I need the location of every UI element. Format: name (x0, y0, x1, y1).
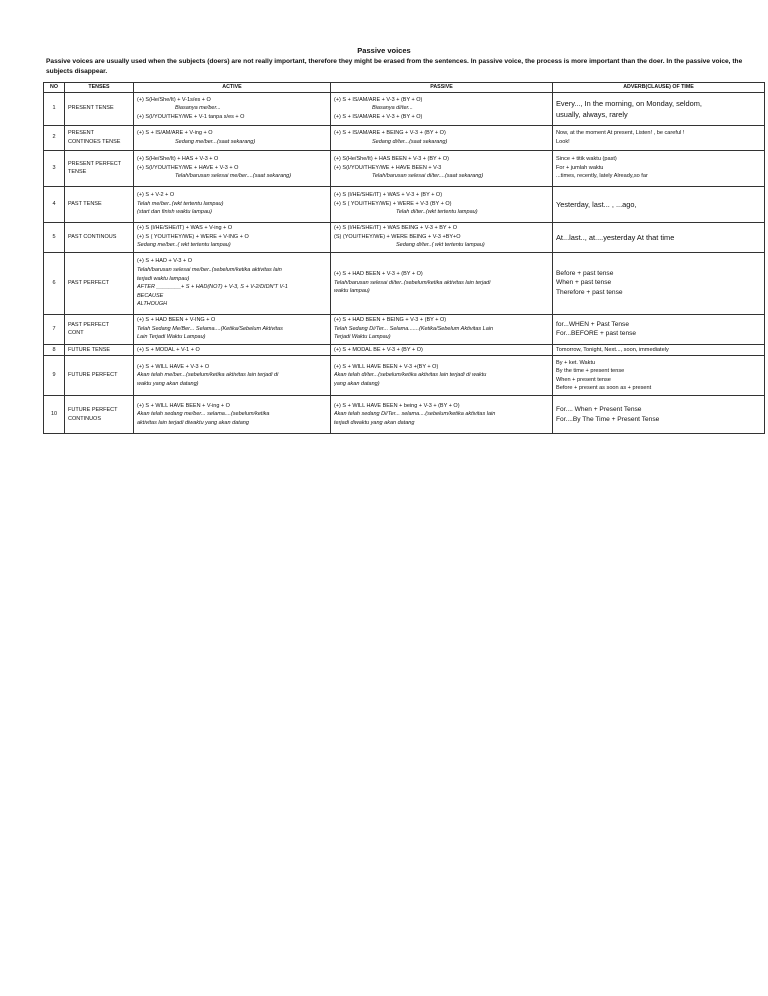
cell-line: Akan telah sedang Di/Ter... selama....(sebelum/ketika aktivitas lain (334, 411, 496, 418)
cell-line: (+) S + MODAL BE + V-3 + (BY + O) (334, 346, 423, 353)
passive-formula (331, 150, 553, 186)
passive-formula (331, 222, 553, 252)
active-formula (134, 186, 331, 222)
row-number: 2 (44, 125, 65, 150)
cell-line: When + past tense (556, 279, 612, 287)
cell-line: For.... When + Present Tense (556, 406, 642, 414)
cell-line: PRESENT (68, 130, 94, 136)
adverb-of-time (553, 150, 765, 186)
cell-line: waktu yang akan datang) (137, 380, 199, 387)
row-number: 8 (44, 344, 65, 356)
adverb-of-time (553, 92, 765, 125)
cell-line: (+) S + HAD BEEN + V-3 + (BY + O) (334, 271, 423, 278)
tense-name (65, 150, 134, 186)
cell-line: Lain Terjadi Waktu Lampau) (137, 334, 206, 341)
cell-line: terjadi waktu lampau) (137, 275, 190, 282)
table-row (44, 356, 765, 396)
cell-line: (+) S + WILL HAVE + V-3 + O (137, 363, 210, 370)
cell-line: Sedang me/ber..( wkt tertentu lampau) (137, 242, 231, 249)
adverb-of-time (553, 252, 765, 314)
cell-line: PAST PERFECT (68, 279, 110, 286)
cell-line: Before + past tense (556, 269, 614, 277)
cell-line: Therefore + past tense (556, 288, 623, 296)
cell-line: waktu lampau) (334, 288, 370, 295)
cell-line: Tomorrow, Tonight, Next..., soon, immediately (556, 346, 669, 353)
active-formula (134, 314, 331, 344)
cell-line: CONT (68, 330, 84, 337)
tense-name (65, 344, 134, 356)
cell-line: For + jumlah waktu (556, 164, 604, 171)
passive-formula (331, 344, 553, 356)
cell-line: (+) S + V-2 + O (137, 192, 175, 199)
cell-line: Telah/barusan selesai me/ber....(saat sekarang) (175, 173, 292, 180)
cell-line: For....By The Time + Present Tense (556, 415, 660, 423)
cell-line: (+) S(I/YOU/THEY/WE + HAVE BEEN + V-3 (334, 164, 442, 171)
row-number: 3 (44, 150, 65, 186)
cell-line: For...BEFORE + past tense (556, 330, 637, 338)
tense-name (65, 92, 134, 125)
active-formula (134, 125, 331, 150)
tense-name (65, 222, 134, 252)
header-adverb: ADVERB(CLAUSE) OF TIME (553, 83, 765, 93)
cell-line: (+) S + HAD BEEN + V-ING + O (137, 317, 216, 324)
cell-line: PAST TENSE (68, 200, 102, 207)
cell-line: (+) S + WILL HAVE BEEN + V-ing + O (137, 402, 230, 409)
header-passive: PASSIVE (331, 83, 553, 93)
cell-line: Terjadi Waktu Lampau) (334, 334, 391, 341)
active-formula (134, 344, 331, 356)
document-title: Passive voices (357, 46, 411, 55)
tense-name (65, 186, 134, 222)
cell-line: usually, always, rarely (556, 109, 628, 119)
table-row (44, 150, 765, 186)
row-number: 10 (44, 396, 65, 434)
passive-formula (331, 92, 553, 125)
cell-line: Sedang me/ber...(saat sekarang) (175, 138, 256, 145)
active-formula (134, 92, 331, 125)
cell-line: (+) S + IS/AM/ARE + V-ing + O (137, 130, 213, 136)
adverb-of-time (553, 314, 765, 344)
cell-line: Sedang di/ter...(saat sekarang) (372, 138, 448, 145)
cell-line: Biasanya di/ter... (372, 105, 413, 112)
tenses-table (43, 82, 765, 434)
cell-line: (+) S + IS/AM/ARE + V-3 + (BY + O) (334, 113, 423, 120)
cell-line: AFTER ________+ S + HAD(NOT) + V-3, S + V-2/DIDN'T V-1 (137, 284, 288, 291)
table-row (44, 344, 765, 356)
table-header-row (44, 83, 765, 93)
header-no: NO (44, 83, 65, 93)
table-row (44, 125, 765, 150)
tense-name (65, 252, 134, 314)
cell-line: ...times, recently, lately Already,so far (556, 173, 648, 180)
passive-formula (331, 125, 553, 150)
adverb-of-time (553, 396, 765, 434)
active-formula (134, 356, 331, 396)
cell-line: Telah di/ter..(wkt tertentu lampau) (396, 209, 478, 216)
cell-line: FUTURE TENSE (68, 346, 111, 353)
cell-line: (+) S (I/HE/SHE/IT) + WAS + V-3 + (BY + O) (334, 192, 443, 199)
cell-line: yang akan datang) (334, 380, 380, 387)
cell-line: Akan telah sedang me/ber... selama....(sebelum/ketika (137, 411, 270, 418)
row-number: 4 (44, 186, 65, 222)
header-tenses: TENSES (65, 83, 134, 93)
adverb-of-time (553, 344, 765, 356)
cell-line: CONTINUOS (68, 415, 101, 422)
active-formula (134, 396, 331, 434)
adverb-of-time (553, 356, 765, 396)
row-number: 7 (44, 314, 65, 344)
table-row (44, 314, 765, 344)
cell-line: (+) S + HAD BEEN + BEING + V-3 + (BY + O) (334, 317, 447, 324)
cell-line: Telah/barusan selesai me/ber..(sebelum/ketika aktivitas lain (137, 266, 282, 273)
row-number: 6 (44, 252, 65, 314)
cell-line: (+) S ( YOU/THEY/WE) + WERE + V-ING + O (137, 233, 249, 240)
table-row (44, 186, 765, 222)
table-row (44, 92, 765, 125)
cell-line: (start dan finish waktu lampau) (137, 209, 212, 216)
cell-line: (+) S + HAD + V-3 + O (137, 258, 193, 265)
cell-line: (+) S(He/She/It) + HAS + V-3 + O (137, 156, 219, 163)
cell-line: Akan telah di/ter...(sebelum/ketika aktivitas lain terjadi di waktu (334, 372, 487, 379)
adverb-of-time (553, 222, 765, 252)
cell-line: (+) S(I/YOU/THEY/WE + V-1 tanpa s/es + O (137, 113, 245, 120)
adverb-of-time (553, 186, 765, 222)
cell-line: Telah Sedang Me/Ber... Selama....(Ketika/Sebelum Aktivitas (137, 325, 283, 332)
cell-line: (+) S(He/She/It) + HAS BEEN + V-3 + (BY + O) (334, 156, 449, 163)
cell-line: aktivitas lain terjadi diwaktu yang akan datang (137, 419, 249, 426)
table-row (44, 252, 765, 314)
cell-line: When + present tense (556, 376, 611, 383)
cell-line: By + ket. Waktu (556, 359, 596, 366)
cell-line: Since + titik waktu (past) (556, 156, 617, 163)
passive-formula (331, 356, 553, 396)
cell-line: Now, at the moment At present, Listen! , be careful ! (556, 130, 685, 136)
cell-line: BECAUSE (137, 292, 164, 299)
cell-line: (+) S + MODAL + V-1 + O (137, 346, 200, 353)
active-formula (134, 222, 331, 252)
passive-formula (331, 314, 553, 344)
tense-name (65, 314, 134, 344)
cell-line: terjadi diwaktu yang akan datang (334, 419, 415, 426)
cell-line: Before + present as soon as + present (556, 385, 652, 392)
active-formula (134, 252, 331, 314)
tense-name (65, 396, 134, 434)
cell-line: Telah me/ber..(wkt tertentu lampau) (137, 200, 224, 207)
cell-line: PAST CONTINOUS (68, 233, 117, 240)
cell-line: (+) S + IS/AM/ARE + BEING + V-3 + (BY + O) (334, 130, 446, 136)
cell-line: Yesterday, last... , ...ago, (556, 199, 637, 209)
cell-line: Biasanya me/ber... (175, 105, 221, 112)
passive-formula (331, 186, 553, 222)
cell-line: (+) S (I/HE/SHE/IT) + WAS BEING + V-3 + BY + O (334, 225, 458, 232)
cell-line: (S) (YOU/THEY/WE) + WERE BEING + V-3 +BY+O (334, 233, 461, 240)
cell-line: (+) S + WILL HAVE BEEN + being + V-3 + (BY + O) (334, 402, 460, 409)
row-number: 9 (44, 356, 65, 396)
intro-paragraph: Passive voices are usually used when the subjects (doers) are not really important, therefore they might be erased from the sentences. In passive voice, the process is more important than the doer. In the passive voice, the subjects disappear. (46, 58, 743, 75)
tense-name (65, 125, 134, 150)
adverb-of-time (553, 125, 765, 150)
header-active: ACTIVE (134, 83, 331, 93)
cell-line: CONTINOES TENSE (68, 138, 121, 145)
cell-line: PRESENT TENSE (68, 105, 114, 112)
cell-line: Every..., In the morning, on Monday, seldom, (556, 98, 702, 108)
cell-line: By the time + present tense (556, 368, 625, 375)
cell-line: (+) S(I/YOU/THEY/WE + HAVE + V-3 + O (137, 164, 239, 171)
cell-line: At...last.., at....yesterday At that time (556, 232, 675, 242)
cell-line: FUTURE PERFECT (68, 372, 118, 379)
tense-name (65, 356, 134, 396)
passive-formula (331, 396, 553, 434)
cell-line: Telah/barusan selesai di/ter..(sebelum/ketika aktivitas lain terjadi (334, 279, 491, 286)
cell-line: FUTURE PERFECT (68, 407, 118, 414)
cell-line: Akan telah me/ber...(sebelum/ketika aktivitas lain terjadi di (137, 372, 279, 379)
row-number: 1 (44, 92, 65, 125)
passive-formula (331, 252, 553, 314)
cell-line: Look! (556, 138, 570, 145)
active-formula (134, 150, 331, 186)
row-number: 5 (44, 222, 65, 252)
cell-line: Sedang di/ter..( wkt tertentu lampau) (396, 242, 485, 249)
cell-line: Telah/barusan selesai di/ter....(saat sekarang) (372, 173, 484, 180)
cell-line: PAST PERFECT (68, 321, 110, 328)
cell-line: (+) S + IS/AM/ARE + V-3 + (BY + O) (334, 96, 423, 103)
cell-line: PRESENT PERFECT (68, 160, 122, 167)
cell-line: (+) S(He/She/It) + V-1s/es + O (137, 96, 211, 103)
table-row (44, 396, 765, 434)
cell-line: (+) S + WILL HAVE BEEN + V-3 +(BY + O) (334, 363, 439, 370)
cell-line: (+) S (I/HE/SHE/IT) + WAS + V-ing + O (137, 225, 233, 232)
cell-line: TENSE (68, 169, 87, 176)
cell-line: (+) S ( YOU/THEY/WE) + WERE + V-3 (BY + O) (334, 200, 452, 207)
cell-line: Telah Sedang Di/Ter... Selama.......(Ketika/Sebelum Aktivitas Lain (334, 325, 494, 332)
cell-line: for...WHEN + Past Tense (556, 320, 629, 328)
table-row (44, 222, 765, 252)
cell-line: ALTHOUGH (137, 301, 168, 308)
